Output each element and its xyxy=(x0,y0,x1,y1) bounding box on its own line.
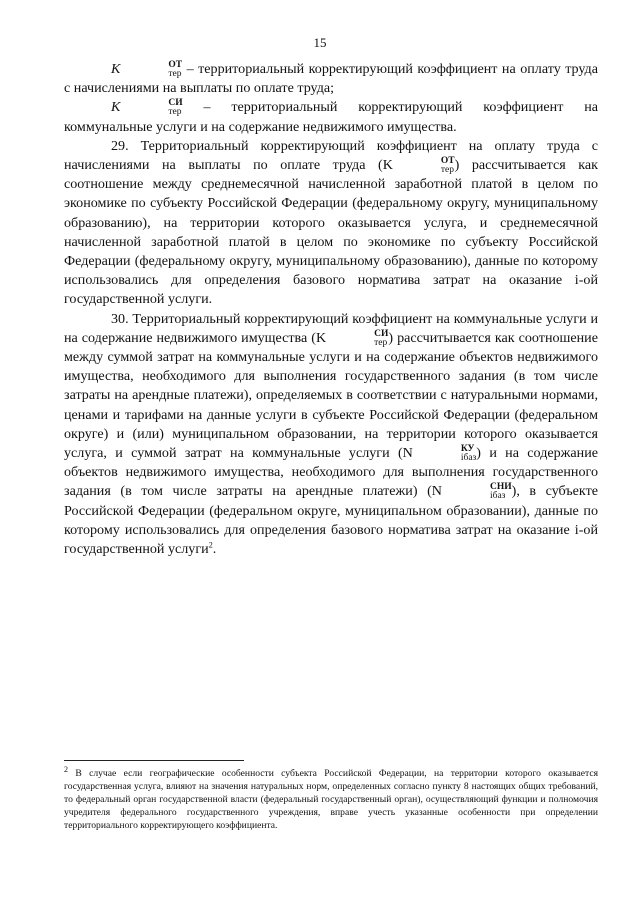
footnote-marker: 2 xyxy=(64,764,68,774)
paragraph-30: 30. Территориальный корректирующий коэффициент на коммунальные услуги и на содержание недвижимого имущества (K СИ тер ) рассчитывается как соотношение между суммой затрат на коммунальные услуги и на содержание объектов недвижимого имущества, необходимого для выполнения государственного задания (в том числе затраты на арендные платежи), определяемых в соответствии с натуральными нормами, ценами и тарифами на данные услуги в субъекте Российской Федерации (федеральном округе) и (или) муниципальном образовании, на территории которого оказывается услуга, и суммой затрат на коммунальные услуги (N КУ iбаз ) и на содержание объектов недвижимого имущества, необходимого для выполнения государственного задания (в том числе затраты на арендные платежи) (N СНИ iбаз ), в субъекте Российской Федерации (федеральном округе, муниципальном образовании), данные по которому использовались для определения базового норматива затрат на оказание i-ой государственной услуги$^2$. xyxy=(64,310,599,558)
footnote xyxy=(64,764,598,833)
paragraph-k-si-definition: K СИ тер – территориальный корректирующий коэффициент на коммунальные услуги и на содержание недвижимого имущества. xyxy=(64,98,598,135)
coefficient-k-ot-symbol: K ОТ тер xyxy=(382,155,455,175)
footnote-divider xyxy=(64,760,244,761)
norm-n-ku-symbol: N КУ iбаз xyxy=(402,443,477,463)
coefficient-k-ot-symbol: K ОТ тер xyxy=(111,59,183,79)
footnote-reference[interactable]: 2 xyxy=(208,540,213,550)
footnote-text: В случае если географические особенности субъекта Российской Федерации, на территории которого оказывается государственная услуга, влияют на значения натуральных норм, определенных согласно пункту 8 настоящих общих требований, то федеральный орган государственной власти (федеральный государственный орган), осуществляющий функции и полномочия учредителя федерального государственного учреждения, вправе учесть указанные особенности при определении территориального корректирующего коэффициента. xyxy=(64,768,598,831)
norm-n-sni-symbol: N СНИ iбаз xyxy=(431,482,512,502)
page-number: 15 xyxy=(313,35,327,50)
paragraph-k-ot-definition: K ОТ тер – территориальный корректирующий коэффициент на оплату труда с начислениями на выплаты по оплате труда; xyxy=(64,59,598,97)
coefficient-k-si-symbol: K СИ тер xyxy=(315,328,389,348)
paragraph-29: 29. Территориальный корректирующий коэффициент на оплату труда с начислениями на выплаты по оплате труда (K ОТ тер ) рассчитывается как соотношение между среднемесячной начисленной заработной платой в целом по экономике по субъекту Российской Федерации (федеральному округу, муниципальному образованию), на территории которого оказывается услуга, и среднемесячной начисленной заработной платой в целом по экономике по субъекту Российской Федерации (федеральному округу, муниципальному образованию), данные по которому использовались для определения базового норматива затрат на оказание i-ой государственной услуги. xyxy=(64,137,598,308)
document-body xyxy=(64,60,598,559)
coefficient-k-si-symbol: K СИ тер xyxy=(111,98,183,118)
